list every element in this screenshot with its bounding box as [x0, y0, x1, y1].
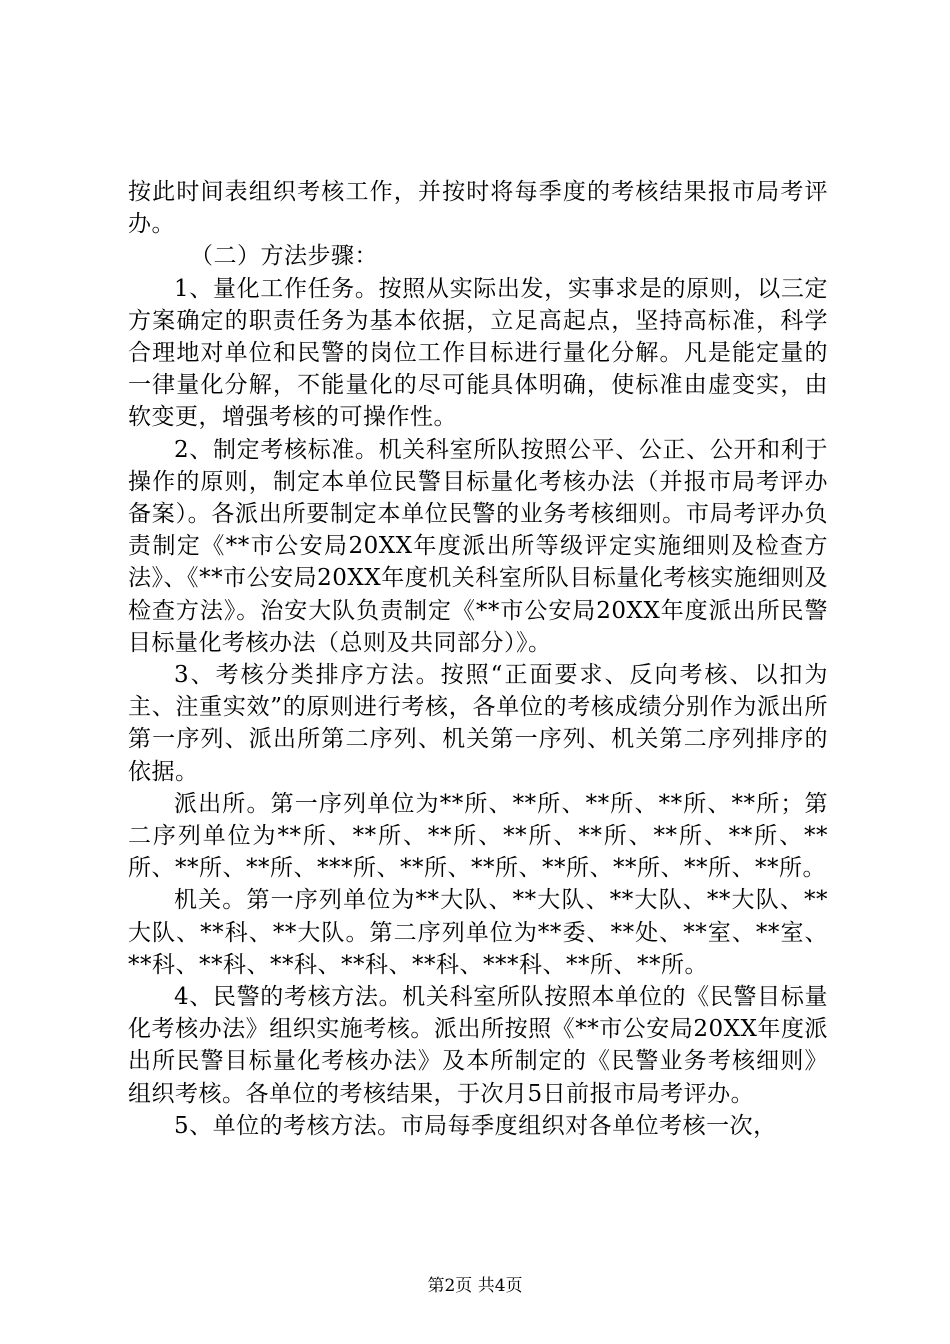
paragraph-organs: 机关。第一序列单位为**大队、**大队、**大队、**大队、**大队、**科、**大队。第二序列单位为**委、**处、**室、**室、**科、**科、**科、**科、**科、***科、**所、**所。 — [128, 887, 828, 978]
paragraph-step-5: 5、单位的考核方法。市局每季度组织对各单位考核一次， — [174, 1112, 777, 1139]
paragraph-schedule: 按此时间表组织考核工作，并按时将每季度的考核结果报市局考评办。 — [128, 179, 828, 238]
paragraph-step-3: 3、考核分类排序方法。按照“正面要求、反向考核、以扣为主、注重实效”的原则进行考核，各单位的考核成绩分别作为派出所第一序列、派出所第二序列、机关第一序列、机关第二序列排序的依据。 — [128, 662, 828, 785]
page-footer: 第2页 共4页 — [427, 1276, 523, 1296]
paragraph-police-stations: 派出所。第一序列单位为**所、**所、**所、**所、**所；第二序列单位为**所、**所、**所、**所、**所、**所、**所、**所、**所、**所、***所、**所、**所、**所、**所、**所、**所。 — [128, 790, 828, 882]
paragraph-step-2: 2、制定考核标准。机关科室所队按照公平、公正、公开和利于操作的原则，制定本单位民警目标量化考核办法（并报市局考评办备案）。各派出所要制定本单位民警的业务考核细则。市局考评办负责制定《**市公安局20XX年度派出所等级评定实施细则及检查方法》、《**市公安局20XX年度机关科室所队目标量化考核实施细则及检查方法》。治安大队负责制定《**市公安局20XX年度派出所民警目标量化考核办法（总则及共同部分）》。 — [128, 436, 828, 656]
paragraph-step-4: 4、民警的考核方法。机关科室所队按照本单位的《民警目标量化考核办法》组织实施考核。派出所按照《**市公安局20XX年度派出所民警目标量化考核办法》及本所制定的《民警业务考核细则》组织考核。各单位的考核结果，于次月5日前报市局考评办。 — [128, 984, 828, 1107]
document-body — [128, 176, 828, 1142]
paragraph-step-1: 1、量化工作任务。按照从实际出发，实事求是的原则，以三定方案确定的职责任务为基本依据，立足高起点，坚持高标准，科学合理地对单位和民警的岗位工作目标进行量化分解。凡是能定量的一律量化分解，不能量化的尽可能具体明确，使标准由虚变实，由软变更，增强考核的可操作性。 — [128, 275, 828, 431]
section-heading-methods: （二）方法步骤： — [190, 243, 378, 270]
